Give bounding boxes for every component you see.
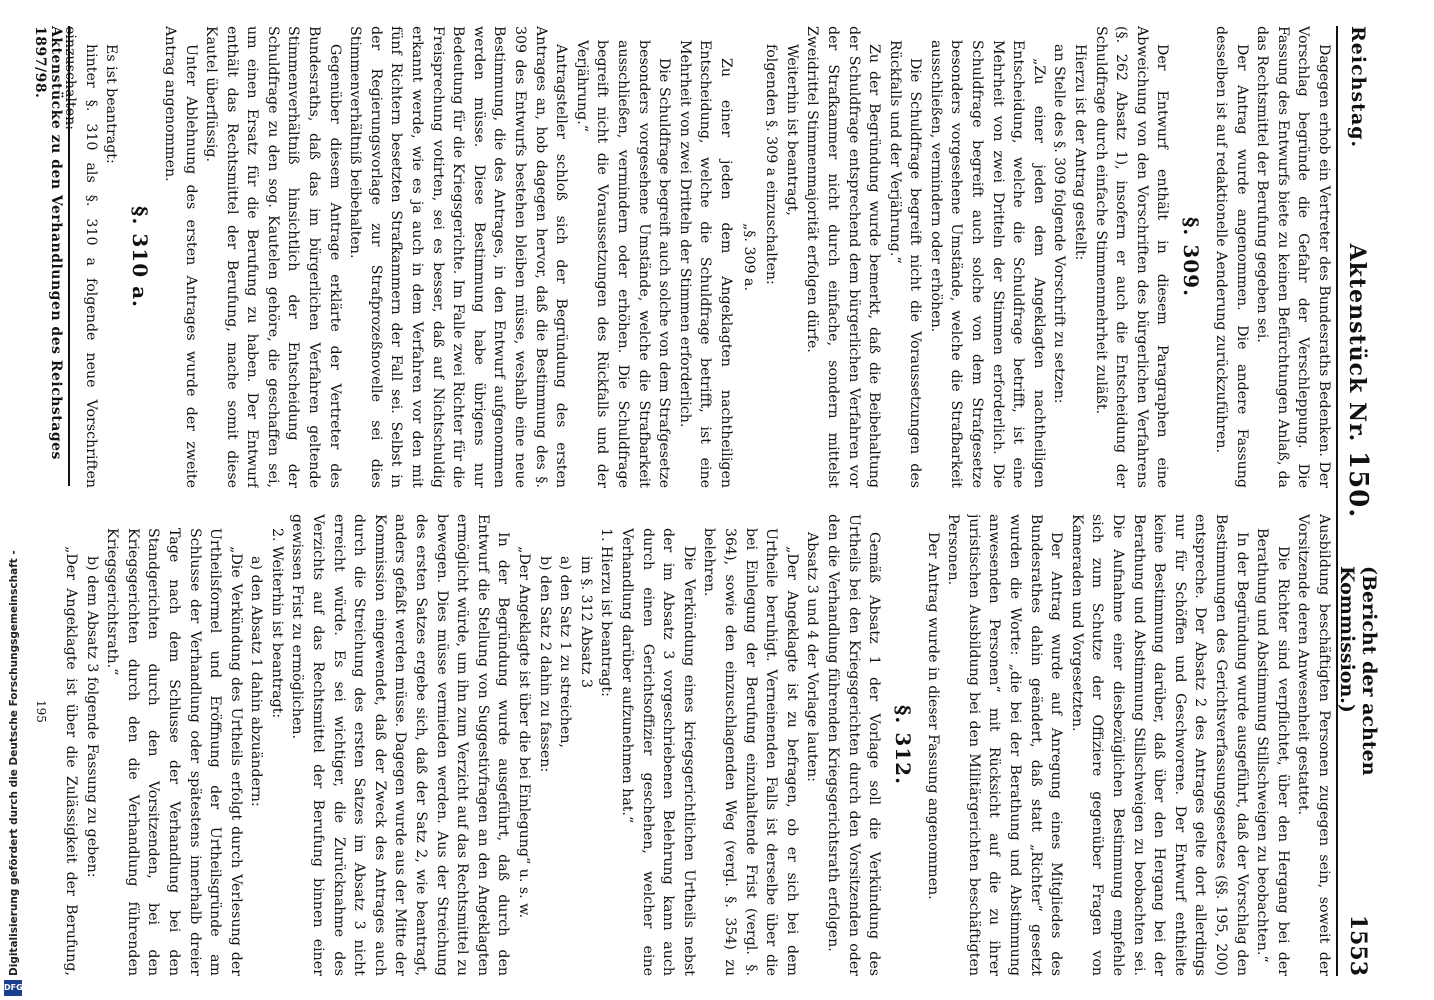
quoted-paragraph: Die Schuldfrage begreift nicht die Voraussetzungen des Rückfalls und der Verjährung.“ <box>886 40 924 488</box>
paragraph: Der Antrag wurde in dieser Fassung angenommen. <box>924 532 941 900</box>
quoted-paragraph: „Zu einer jeden dem Angeklagten nachtheiligen Entscheidung, welche die Schuldfrage betrifft, ist eine Mehrheit von zwei Dritteln der Stimmen erforderlich. Die Schuldfrage begreift auch solche von dem Strafgesetze besonders vorgesehene Umstände, welche die Strafbarkeit ausschließen, vermindern oder erhöhen. <box>927 40 1047 488</box>
header-page-number: 1553 <box>1345 914 1371 976</box>
paragraph: Weiterhin ist beantragt, <box>783 44 800 216</box>
footer-page-small: 195 <box>34 700 48 723</box>
header-center-prefix: Aktenstück Nr. <box>1344 243 1370 443</box>
paragraph: In der Begründung wurde ausgeführt, daß durch den Entwurf die Stellung von Suggestivfragen an den Angeklagten ermöglicht würde, um ihn zum Verzicht auf das Rechtsmittel zu bewegen. Dies müsse vermieden werden. Aus der Streichung des ersten Satzes ergebe sich, daß der Satz 2, wie beantragt, anders gefaßt werden müsse. Dagegen wurde aus der Mitte der Kommission eingewendet, daß der Zweck des Antrages auch durch die Streichung des ersten Satzes im Absatz 3 nicht erreicht würde. Es sei wichtiger, die Zurücknahme des Verzichts auf das Rechtsmittel der Berufung binnen einer gewissen Frist zu ermöglichen. <box>289 514 512 976</box>
paragraph: Der Entwurf enthält in diesem Paragraphen eine Abweichung von den Vorschriften des bürgerlichen Verfahrens (§. 262 Absatz 1), insofern er auch die Entscheidung der Schuldfrage durch einfache Stimmenmehrheit zuläßt. <box>1092 26 1171 488</box>
paragraph: a) den Absatz 1 dahin abzuändern: <box>248 556 265 807</box>
paragraph: Der Antrag wurde auf Anregung eines Mitgliedes des Bundesrathes dahin geändert, daß statt „Richter“ gesetzt wurden die Worte: „die bei der Berathung und Abstimmung anwesenden Personen“ mit Rücksicht auf die zu ihrer juristischen Ausbildung bei den Militärgerichten beschäftigten Personen. <box>945 514 1065 976</box>
section-heading: §. 312. <box>891 704 916 786</box>
paragraph: Zu der Begründung wurde bemerkt, daß die Beibehaltung der Schuldfrage entsprechend dem bürgerlichen Verfahren vor der Strafkammer nicht durch einfache, sondern mittelst Zweidrittel Stimmenmajorität erfolgen dürfe. <box>804 26 883 488</box>
section-heading: §. 309. <box>1179 216 1204 298</box>
right-column <box>60 514 1334 976</box>
paragraph: b) den Satz 2 dahin zu fassen: <box>536 556 553 773</box>
quoted-paragraph: Zu einer jeden dem Angeklagten nachtheiligen Entscheidung, welche die Schuldfrage betrifft, ist eine Mehrheit von zwei Dritteln der Stimmen erforderlich. <box>676 40 734 488</box>
paragraph: Gegenüber diesem Antrage erklärte der Vertreter des Bundesraths, daß das im bürgerlichen Verfahren geltende Stimmenverhältniß hinsichtlich der Entscheidung der Schuldfrage zu den sog. Kautelen gehöre, die geschaffen sei, um einen Ersatz für die Berufung zu haben. Der Entwurf enthält das Rechtsmittel der Berufung, mache somit diese Kautel überflüssig. <box>203 26 343 488</box>
header-right: (Bericht der achten Kommission.) <box>1336 566 1380 776</box>
paragraph: Ausbildung beschäftigten Personen zugegen sein, soweit der Vorsitzende deren Anwesenheit gestattet. <box>1295 514 1332 976</box>
quoted-paragraph: Die Verkündung eines kriegsgerichtlichen Urtheils nebst der im Absatz 3 vorgeschriebenen Belehrung kann auch durch einen Gerichtsoffizier geschehen, welcher eine Verhandlung darüber aufzunehmen hat.“ <box>619 528 697 976</box>
header-center <box>1343 196 1373 566</box>
paragraph: folgenden §. 309 a einzuschalten: <box>763 44 780 285</box>
header-left: Reichstag. <box>1347 26 1369 149</box>
paragraph: hinter §. 310 als §. 310 a folgende neue Vorschriften einzuschalten: <box>62 26 99 488</box>
paragraph: an Stelle des §. 309 folgende Vorschrift zu setzen: <box>1051 44 1068 404</box>
paragraph: 1. Hierzu ist beantragt: <box>598 528 615 697</box>
quoted-paragraph: „Der Angeklagte ist über die bei Einlegung“ u. s. w. <box>516 546 533 919</box>
section-heading: §. 310 a. <box>128 205 153 309</box>
paragraph: Hierzu ist der Antrag gestellt: <box>1072 44 1089 261</box>
side-credit <box>0 0 26 1000</box>
paragraph: Antragsteller schloß sich der Begründung des ersten Antrages an, hob dagegen hervor, daß die Bestimmung des §. 309 des Entwurfs bestehen bleiben müsse, weshalb eine neue Bestimmung, die des Antrages, in den Entwurf aufgenommen werden müsse. Diese Bestimmung habe übrigens nur Bedeutung für die Kriegsgerichte. Im Falle zwei Richter für die Freisprechung votirten, sei es besser, daß auf Nichtschuldig erkannt werde, wie es ja auch in dem Verfahren vor den mit fünf Richtern besetzten Strafkammern der Fall sei. Selbst in der Regierungsvorlage zur Strafprozeßnovelle sei dies Stimmenverhältniß beibehalten. <box>347 26 570 488</box>
centered-heading: „§. 309 a. <box>740 222 757 292</box>
quoted-paragraph: „Die Verkündung des Urtheils erfolgt durch Verlesung der Urtheilsformel und Eröffnung der Urtheilsgründe am Schlusse der Verhandlung oder spätestens innerhalb dreier Tage nach dem Schlusse der Verhandlung bei den Standgerichten durch den Vorsitzenden, bei den Kriegsgerichten durch den die Verhandlung führenden Kriegsgerichtsrath.“ <box>104 528 244 976</box>
paragraph: Absatz 3 und 4 der Vorlage lauten: <box>804 532 821 782</box>
paragraph: a) den Satz 1 zu streichen, <box>557 556 574 748</box>
credit-text: Digitalisierung gefördert durch die Deutsche Forschungsgemeinschaft - <box>8 550 20 976</box>
paragraph: im §. 312 Absatz 3 <box>577 556 594 688</box>
header-center-number: 150. <box>1343 451 1373 519</box>
paragraph: Unter Ablehnung des ersten Antrages wurde der zweite Antrag angenommen. <box>161 26 199 488</box>
text-columns <box>60 26 1334 976</box>
paragraph: In der Begründung wurde ausgeführt, daß der Vorschlag den Bestimmungen des Gerichtsverfassungsgesetzes (§§. 195, 200) entspreche. Der Absatz 2 des Antrages gelte dort allerdings nur für Schöffen und Geschworene. Der Entwurf enthielte keine Bestimmung darüber, daß über den Hergang bei der Berathung und Abstimmung Stillschweigen zu beobachten sei. Die Aufnahme einer diesbezüglichen Bestimmung empfehle sich zum Schutze der Offiziere gegenüber Fragen von Kameraden und Vorgesetzten. <box>1068 514 1250 976</box>
quoted-paragraph: „Der Angeklagte ist zu befragen, ob er sich bei dem Urtheile beruhigt. Verneinenden Falls ist derselbe über die bei Einlegung der Berufung einzuhaltende Frist (vergl. §. 364), sowie den einzuschlagenden Weg (vergl. §. 354) zu belehren. <box>701 528 800 976</box>
paragraph: b) dem Absatz 3 folgende Fassung zu geben: <box>83 556 100 878</box>
quoted-paragraph: Die Richter sind verpflichtet, über den Hergang bei der Berathung und Abstimmung Stillschweigen zu beobachten.“ <box>1254 528 1291 976</box>
paragraph: 2. Weiterhin ist beantragt: <box>268 528 285 719</box>
paragraph: Gemäß Absatz 1 der Vorlage soll die Verkündung des Urtheils bei den Kriegsgerichten durch den Vorsitzenden oder den die Verhandlung führenden Kriegsgerichtsrath erfolgen. <box>824 514 883 976</box>
page-header <box>1336 26 1378 976</box>
quoted-paragraph: Die Schuldfrage begreift auch solche von dem Strafgesetze besonders vorgesehene Umstände, welche die Strafbarkeit ausschließen, vermindern oder erhöhen. Die Schuldfrage begreift nicht die Voraussetzungen des Rückfalls und der Verjährung.“ <box>573 40 673 488</box>
paragraph: Es ist beantragt: <box>103 44 120 164</box>
left-column <box>60 26 1334 488</box>
footer-line: Aktenstücke zu den Verhandlungen des Reichstages 1897/98. <box>32 26 70 486</box>
dfg-logo: DFG <box>4 980 22 996</box>
paragraph: Der Antrag wurde angenommen. Die andere Fassung desselben ist auf redaktionelle Aenderung zurückzuführen. <box>1213 26 1250 488</box>
paragraph: Dagegen erhob ein Vertreter des Bundesraths Bedenken. Der Vorschlag begründe die Gefahr der Verschleppung. Die Fassung des Entwurfs biete zu keinen Befürchtungen Anlaß, da das Rechtsmittel der Berufung gegeben sei. <box>1254 26 1332 488</box>
quoted-paragraph: „Der Angeklagte ist über die Zulässigkeit der Berufung, <box>62 546 79 976</box>
